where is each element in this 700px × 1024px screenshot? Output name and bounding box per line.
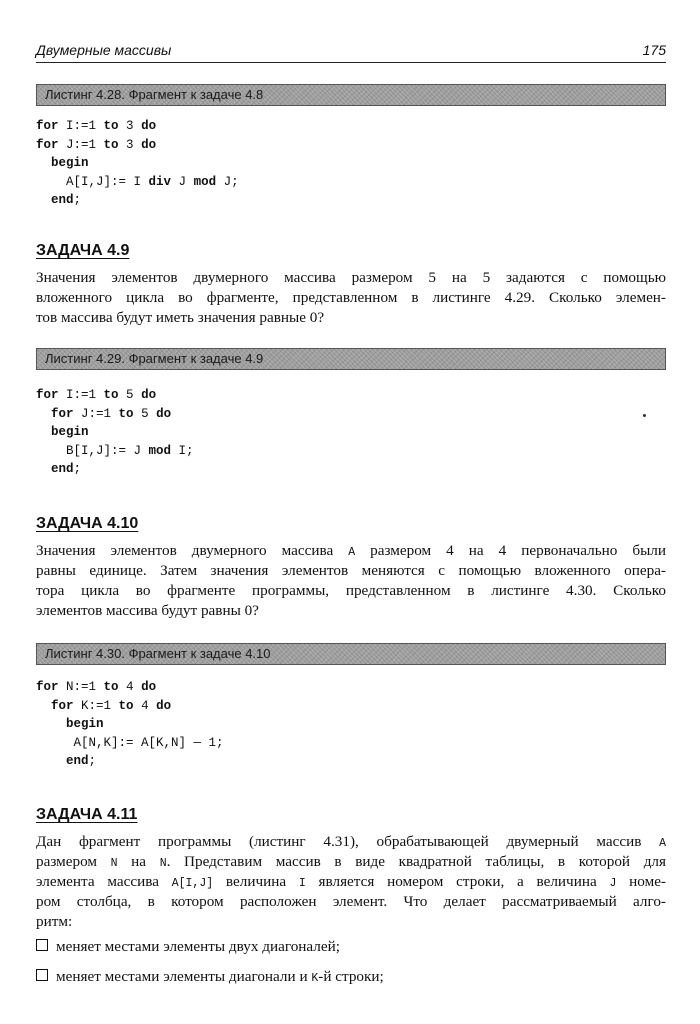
code-keyword: to	[118, 406, 134, 421]
code-keyword: to	[103, 119, 119, 133]
text-line	[36, 288, 666, 308]
code-line	[36, 734, 224, 753]
text-run: B[I,J]:= J	[66, 443, 149, 458]
scan-speck	[643, 414, 646, 417]
answer-option	[36, 968, 384, 986]
code-keyword: for	[51, 406, 74, 421]
code-keyword: do	[141, 388, 157, 402]
text-run: J	[171, 174, 194, 189]
code-line	[36, 405, 194, 424]
answer-option	[36, 938, 340, 956]
code-keyword: end	[66, 754, 89, 768]
text-run: Значения элементов двумерного массива	[36, 542, 349, 559]
text-run: элементов массива будут равны 0?	[36, 602, 259, 619]
text-run: I;	[171, 443, 194, 458]
code-keyword: for	[36, 119, 59, 133]
text-run: 3	[118, 137, 142, 152]
listing-caption: Листинг 4.29. Фрагмент к задаче 4.9	[36, 348, 666, 370]
inline-code: I	[298, 877, 306, 890]
chapter-title: Двумерные массивы	[36, 42, 172, 58]
text-line	[36, 872, 666, 892]
listing-caption: Листинг 4.28. Фрагмент к задаче 4.8	[36, 84, 666, 106]
code-line	[36, 460, 194, 479]
inline-code: A	[659, 837, 666, 850]
inline-code: K	[311, 972, 319, 985]
checkbox-icon	[36, 939, 48, 951]
inline-code: J	[609, 877, 617, 890]
text-run: I:=1	[58, 388, 104, 402]
code-keyword: to	[118, 698, 134, 713]
text-line	[36, 601, 666, 621]
text-run: J:=1	[58, 137, 104, 152]
code-keyword: div	[148, 174, 172, 189]
text-run: K:=1	[73, 698, 119, 713]
code-line	[36, 136, 239, 155]
code-line	[36, 697, 224, 716]
code-keyword: begin	[51, 156, 89, 170]
text-run: J;	[216, 174, 239, 189]
code-keyword: for	[36, 680, 59, 694]
code-line	[36, 173, 239, 192]
text-line	[36, 912, 666, 932]
text-line	[36, 308, 666, 328]
code-keyword: end	[51, 462, 74, 476]
text-run: N:=1	[58, 680, 104, 694]
text-run: 4	[133, 698, 157, 713]
code-keyword: to	[103, 680, 119, 694]
task-heading: ЗАДАЧА 4.10	[36, 515, 139, 532]
text-run: A[I,J]:= I	[66, 174, 149, 189]
task-text	[36, 541, 666, 621]
code-listing	[36, 386, 194, 479]
text-line	[36, 832, 666, 852]
text-run: размером 4 на 4 первоначально были	[355, 542, 667, 559]
text-run: Значения элементов двумерного массива размером 5 на 5 задаются с помощью	[36, 269, 666, 286]
code-keyword: do	[141, 137, 157, 152]
code-line	[36, 191, 239, 210]
text-run: ;	[73, 193, 82, 207]
code-line	[36, 752, 224, 771]
text-line	[36, 561, 666, 581]
text-run: равны единице. Затем значения элементов меняются с помощью вложенного опера-	[36, 562, 666, 579]
text-run: Дан фрагмент программы (листинг 4.31), обрабатывающей двумерный массив	[36, 833, 660, 850]
text-run: размером	[36, 853, 111, 870]
code-keyword: end	[51, 193, 74, 207]
code-line	[36, 715, 224, 734]
text-run: A[N,K]:= A[K,N] — 1;	[73, 735, 224, 750]
text-run: J:=1	[73, 406, 119, 421]
text-line	[36, 852, 666, 872]
code-line	[36, 678, 224, 697]
text-line	[36, 268, 666, 288]
code-keyword: do	[141, 680, 157, 694]
task-text	[36, 832, 666, 932]
text-line	[36, 541, 666, 561]
task-heading: ЗАДАЧА 4.11	[36, 806, 138, 823]
task-heading: ЗАДАЧА 4.9	[36, 242, 130, 259]
inline-code: A[I,J]	[171, 877, 214, 890]
checkbox-icon	[36, 969, 48, 981]
code-keyword: do	[141, 119, 157, 133]
running-header	[36, 42, 666, 62]
text-run: элемента массива	[36, 873, 172, 890]
text-run: 5	[133, 406, 157, 421]
text-run: номе-	[616, 873, 666, 890]
text-line	[36, 892, 666, 912]
code-keyword: to	[103, 388, 119, 402]
inline-code: N	[110, 857, 118, 870]
text-run: I:=1	[58, 119, 104, 133]
text-line	[36, 581, 666, 601]
text-run: меняет местами элементы диагонали и	[56, 968, 312, 985]
text-run: 3	[118, 119, 142, 133]
text-run: тов массива будут иметь значения равные 0?	[36, 309, 325, 326]
inline-code: N	[159, 857, 167, 870]
code-keyword: do	[156, 406, 172, 421]
code-line	[36, 423, 194, 442]
code-line	[36, 117, 239, 136]
page-number: 175	[642, 42, 666, 58]
text-run: ;	[88, 754, 97, 768]
task-text	[36, 268, 666, 328]
text-run: ритм:	[36, 913, 73, 930]
code-line	[36, 386, 194, 405]
text-run: 4	[118, 680, 142, 694]
code-keyword: mod	[148, 443, 172, 458]
code-keyword: mod	[193, 174, 217, 189]
code-keyword: for	[36, 388, 59, 402]
code-keyword: for	[36, 137, 59, 152]
code-keyword: for	[51, 698, 74, 713]
code-line	[36, 442, 194, 461]
text-run: тора цикла во фрагменте программы, представленном в листинге 4.30. Сколько	[36, 582, 666, 599]
text-run: -й строки;	[318, 968, 384, 985]
listing-caption: Листинг 4.30. Фрагмент к задаче 4.10	[36, 643, 666, 665]
text-run: является номером строки, а величина	[305, 873, 610, 890]
code-keyword: to	[103, 137, 119, 152]
text-run: меняет местами элементы двух диагоналей;	[56, 938, 340, 955]
text-run: . Представим массив в виде квадратной таблицы, в которой для	[166, 853, 666, 870]
code-keyword: begin	[51, 425, 89, 439]
text-run: на	[117, 853, 160, 870]
inline-code: A	[348, 546, 356, 559]
code-listing	[36, 678, 224, 771]
header-rule	[36, 62, 666, 63]
code-line	[36, 154, 239, 173]
text-run: величина	[213, 873, 299, 890]
code-keyword: do	[156, 698, 172, 713]
code-listing	[36, 117, 239, 210]
text-run: 5	[118, 388, 142, 402]
text-run: вложенного цикла во фрагменте, представленном в листинге 4.29. Сколько элемен-	[36, 289, 666, 306]
text-run: ром столбца, в котором расположен элемент. Что делает рассматриваемый алго-	[36, 893, 666, 910]
text-run: ;	[73, 462, 82, 476]
code-keyword: begin	[66, 717, 104, 731]
